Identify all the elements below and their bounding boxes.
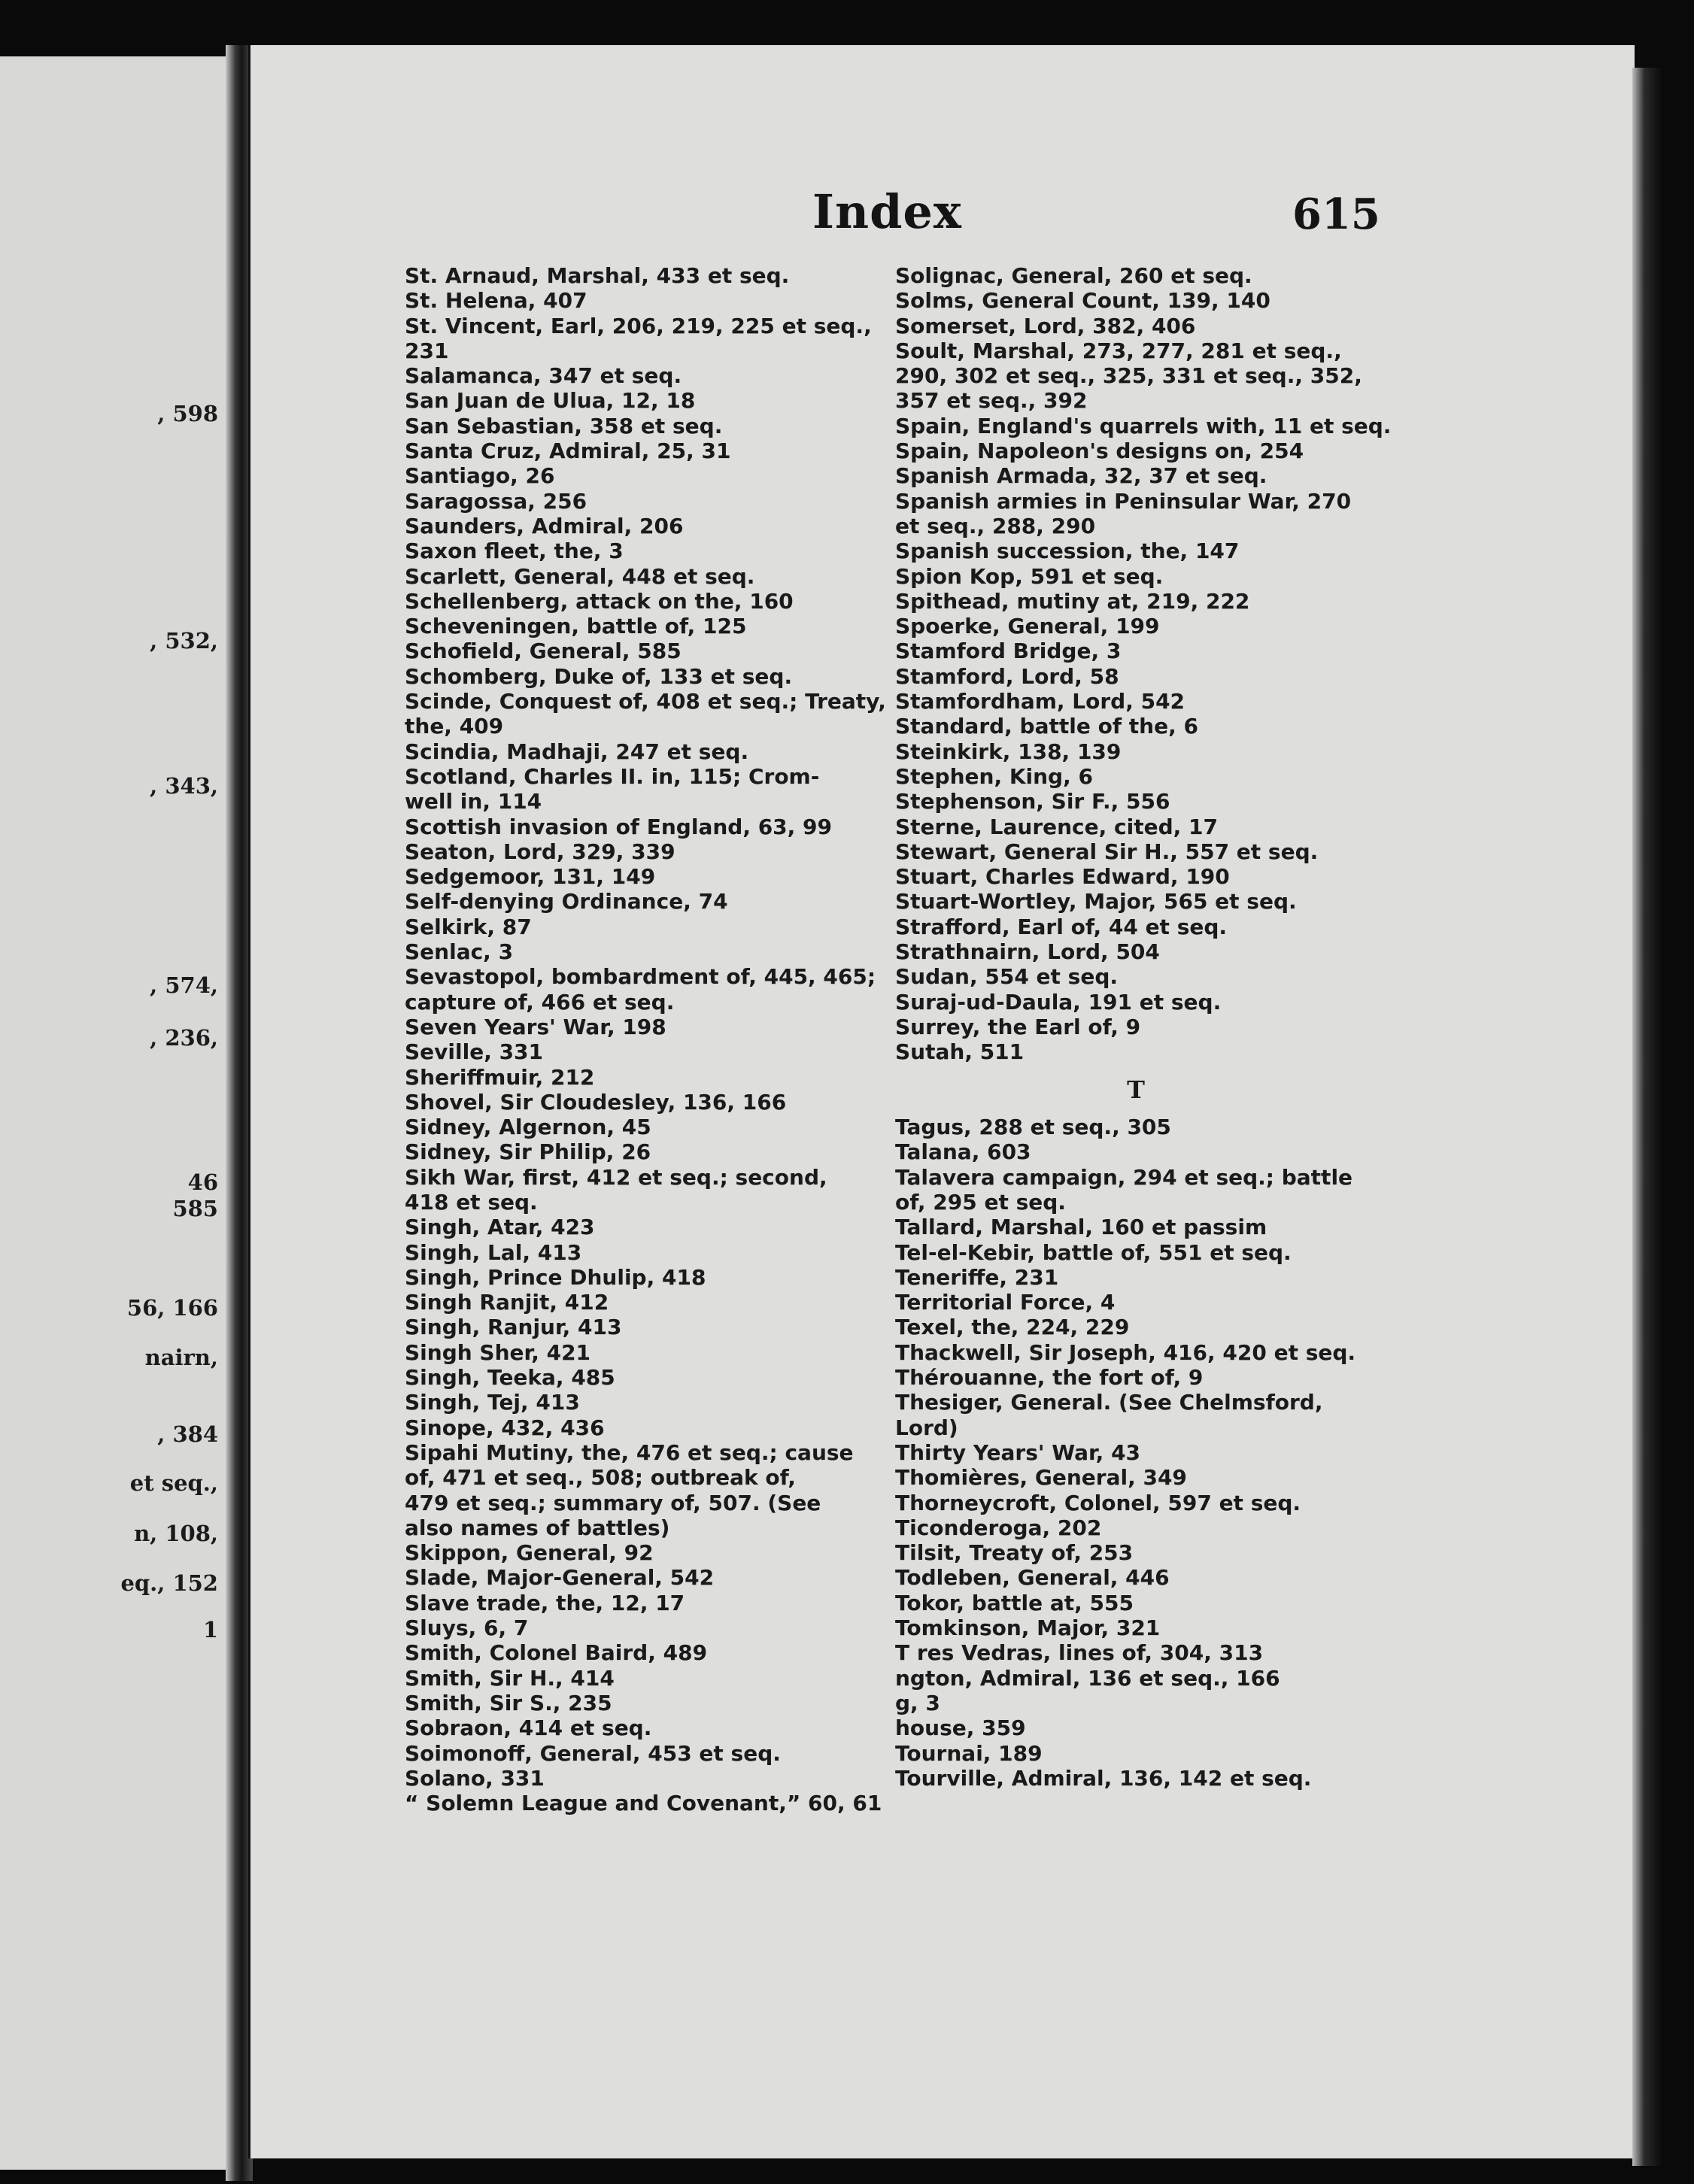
index-entry-line: Salamanca, 347 et seq. <box>405 363 682 389</box>
index-entry-line: well in, 114 <box>405 789 542 814</box>
index-entry <box>405 489 879 514</box>
index-entry <box>895 314 1377 338</box>
index-entry-line: Seven Years' War, 198 <box>405 1014 666 1039</box>
index-entry-line: Seaton, Lord, 329, 339 <box>405 839 675 864</box>
index-entry-line: Saunders, Admiral, 206 <box>405 513 684 538</box>
index-entry-line: Spain, Napoleon's designs on, 254 <box>895 438 1304 464</box>
index-entry <box>405 739 879 764</box>
index-entry-line: Sinope, 432, 436 <box>405 1415 605 1440</box>
index-entry <box>405 939 879 964</box>
index-entry-line: Thackwell, Sir Joseph, 416, 420 et seq. <box>895 1339 1356 1365</box>
index-entry-line: Scheveningen, battle of, 125 <box>405 614 747 639</box>
index-entry <box>895 288 1377 313</box>
index-entry-line: Strathnairn, Lord, 504 <box>895 939 1160 965</box>
index-entry-line: Spanish succession, the, 147 <box>895 538 1240 564</box>
index-entry <box>405 664 879 689</box>
index-entry <box>895 1691 1377 1715</box>
index-entry <box>405 964 879 1015</box>
index-entry <box>405 1791 882 1816</box>
index-entry <box>405 1565 879 1590</box>
index-entry <box>405 889 879 914</box>
index-section-s <box>895 263 1392 1065</box>
index-entry <box>405 589 879 614</box>
left-page-fragment: , 598 <box>157 401 218 426</box>
index-entry <box>895 664 1377 689</box>
index-entry-line: Singh, Teeka, 485 <box>405 1365 615 1391</box>
index-entry <box>895 1515 1377 1540</box>
page-title: Index <box>812 184 962 239</box>
index-entry-line: Tel-el-Kebir, battle of, 551 et seq. <box>895 1239 1292 1265</box>
index-entry-line: Spoerke, General, 199 <box>895 614 1160 639</box>
index-entry <box>405 1440 879 1540</box>
index-entry <box>895 338 1377 414</box>
left-page-fragment: , 384 <box>157 1421 218 1447</box>
index-entry-line: Tagus, 288 et seq., 305 <box>895 1115 1171 1140</box>
index-entry-line: Slave trade, the, 12, 17 <box>405 1590 685 1615</box>
index-entry-line: Santiago, 26 <box>405 463 555 489</box>
index-entry-line: Stuart-Wortley, Major, 565 et seq. <box>895 889 1297 915</box>
index-entry <box>895 564 1377 589</box>
index-entry-line: Soult, Marshal, 273, 277, 281 et seq., <box>895 338 1342 363</box>
index-entry-line: Texel, the, 224, 229 <box>895 1315 1130 1340</box>
index-entry-line: also names of battles) <box>405 1515 670 1540</box>
index-entry-line: Singh, Prince Dhulip, 418 <box>405 1264 706 1290</box>
index-entry-line: Singh, Tej, 413 <box>405 1390 580 1415</box>
left-page-fragment: 1 <box>202 1617 218 1643</box>
index-entry <box>895 864 1377 889</box>
index-entry-line: Tourville, Admiral, 136, 142 et seq. <box>895 1765 1312 1791</box>
index-entry-line: Schomberg, Duke of, 133 et seq. <box>405 663 793 689</box>
index-entry-line: Scinde, Conquest of, 408 et seq.; Treaty, <box>405 689 886 714</box>
index-entry <box>895 1139 1377 1164</box>
index-entry-line: Skippon, General, 92 <box>405 1540 654 1566</box>
index-entry-line: Spithead, mutiny at, 219, 222 <box>895 588 1250 614</box>
index-entry-line: Slade, Major-General, 542 <box>405 1565 715 1591</box>
index-entry <box>405 288 879 313</box>
index-entry-line: Spanish Armada, 32, 37 et seq. <box>895 463 1267 489</box>
index-entry <box>405 1741 879 1766</box>
index-entry-line: Thirty Years' War, 43 <box>895 1439 1141 1465</box>
index-entry <box>405 814 879 839</box>
index-entry-line: Santa Cruz, Admiral, 25, 31 <box>405 438 731 464</box>
index-entry <box>405 1090 879 1115</box>
index-entry <box>895 714 1377 739</box>
index-entry-line: Somerset, Lord, 382, 406 <box>895 313 1196 338</box>
index-entry <box>895 1039 1377 1064</box>
left-page-fragment: et seq., <box>129 1470 218 1496</box>
index-entry-line: Talana, 603 <box>895 1139 1031 1165</box>
index-entry <box>895 964 1377 989</box>
index-entry-line: Schofield, General, 585 <box>405 639 682 664</box>
index-entry <box>405 1591 879 1615</box>
index-entry-line: g, 3 <box>895 1690 940 1715</box>
index-entry <box>895 939 1377 964</box>
index-entry <box>895 1290 1377 1315</box>
index-entry-line: Stamford, Lord, 58 <box>895 663 1119 689</box>
index-entry <box>895 1240 1377 1265</box>
index-entry <box>895 538 1377 563</box>
index-entry <box>405 764 879 814</box>
index-entry <box>405 1315 879 1339</box>
index-entry-line: Selkirk, 87 <box>405 914 532 939</box>
index-entry-line: Strafford, Earl of, 44 et seq. <box>895 914 1228 939</box>
index-entry-line: Stuart, Charles Edward, 190 <box>895 864 1230 890</box>
index-entry-line: Singh Ranjit, 412 <box>405 1290 609 1315</box>
index-entry-line: Spanish armies in Peninsular War, 270 <box>895 488 1352 514</box>
index-entry-line: Thérouanne, the fort of, 9 <box>895 1365 1204 1391</box>
index-entry-line: Tomkinson, Major, 321 <box>895 1615 1161 1641</box>
index-entry <box>405 314 879 364</box>
index-entry-line: Singh Sher, 421 <box>405 1339 591 1365</box>
index-entry <box>405 1640 879 1665</box>
index-entry-line: Spain, England's quarrels with, 11 et seq. <box>895 413 1392 438</box>
index-entry <box>405 1715 879 1740</box>
index-entry <box>405 1691 879 1715</box>
index-entry <box>405 1415 879 1440</box>
index-entry <box>405 864 879 889</box>
index-entry <box>405 639 879 663</box>
index-entry-line: ngton, Admiral, 136 et seq., 166 <box>895 1665 1280 1691</box>
index-entry <box>895 689 1377 714</box>
index-entry <box>895 639 1377 663</box>
index-entry-line: house, 359 <box>895 1715 1026 1741</box>
index-entry-line: Sidney, Algernon, 45 <box>405 1115 651 1140</box>
index-entry-line: Sidney, Sir Philip, 26 <box>405 1139 651 1165</box>
index-entry-line: of, 295 et seq. <box>895 1189 1066 1215</box>
index-entry-line: Ticonderoga, 202 <box>895 1515 1102 1540</box>
index-entry-line: of, 471 et seq., 508; outbreak of, <box>405 1465 796 1491</box>
index-entry <box>895 1766 1377 1791</box>
left-page-fragment: 585 <box>172 1196 218 1221</box>
index-entry-line: Suraj-ud-Daula, 191 et seq. <box>895 989 1222 1015</box>
index-entry <box>895 413 1392 438</box>
index-entry <box>405 1139 879 1164</box>
left-page-fragment: , 343, <box>150 773 218 799</box>
index-entry <box>405 414 879 438</box>
index-entry-line: Stephenson, Sir F., 556 <box>895 789 1170 814</box>
index-entry-line: Sedgemoor, 131, 149 <box>405 864 656 890</box>
index-entry-line: Solignac, General, 260 et seq. <box>895 263 1252 288</box>
index-entry <box>895 263 1377 288</box>
index-entry-line: Scindia, Madhaji, 247 et seq. <box>405 739 749 764</box>
index-entry-line: Tallard, Marshal, 160 et passim <box>895 1215 1267 1240</box>
index-entry <box>895 463 1377 488</box>
index-entry-line: Thorneycroft, Colonel, 597 et seq. <box>895 1490 1301 1515</box>
index-entry <box>405 564 879 589</box>
index-entry-line: Stamford Bridge, 3 <box>895 639 1122 664</box>
index-entry-line: 290, 302 et seq., 325, 331 et seq., 352, <box>895 363 1362 389</box>
index-entry <box>405 1540 879 1565</box>
index-entry <box>895 1591 1377 1615</box>
index-entry <box>895 1115 1377 1139</box>
index-entry <box>405 463 879 488</box>
index-entry <box>405 1165 879 1215</box>
index-entry-line: Seville, 331 <box>405 1039 544 1065</box>
index-entry-line: St. Vincent, Earl, 206, 219, 225 et seq., <box>405 313 872 338</box>
left-page-fragment: n, 108, <box>134 1521 218 1546</box>
index-entry <box>405 614 879 639</box>
index-entry <box>895 814 1377 839</box>
index-entry-line: Sheriffmuir, 212 <box>405 1064 595 1090</box>
index-entry-line: Thesiger, General. (See Chelmsford, <box>895 1390 1323 1415</box>
index-entry-line: 231 <box>405 338 449 363</box>
index-entry <box>895 764 1377 789</box>
index-entry-line: Sluys, 6, 7 <box>405 1615 529 1641</box>
index-entry-line: Sobraon, 414 et seq. <box>405 1715 652 1741</box>
index-entry <box>405 1390 879 1415</box>
index-entry <box>895 889 1377 914</box>
index-section-t <box>895 1115 1377 1791</box>
index-entry <box>405 1065 879 1090</box>
index-entry <box>405 689 886 739</box>
index-entry <box>405 1240 879 1265</box>
index-entry-line: Scottish invasion of England, 63, 99 <box>405 814 833 839</box>
index-entry <box>895 1390 1377 1440</box>
index-entry <box>895 1615 1377 1640</box>
index-entry <box>895 839 1377 864</box>
index-entry-line: Shovel, Sir Cloudesley, 136, 166 <box>405 1089 787 1115</box>
index-entry-line: capture of, 466 et seq. <box>405 989 675 1015</box>
index-entry <box>895 1465 1377 1490</box>
index-entry <box>895 489 1377 539</box>
index-entry <box>895 1565 1377 1590</box>
page-edge-shadow <box>1632 68 1662 2166</box>
index-entry-line: Tilsit, Treaty of, 253 <box>895 1540 1134 1566</box>
index-entry-line: Territorial Force, 4 <box>895 1290 1116 1315</box>
index-entry <box>895 1715 1377 1740</box>
index-entry-line: Tokor, battle at, 555 <box>895 1590 1134 1615</box>
index-entry-line: Singh, Ranjur, 413 <box>405 1315 622 1340</box>
index-entry-line: Saragossa, 256 <box>405 488 587 514</box>
index-column-right <box>895 263 1392 1791</box>
index-entry-line: Schellenberg, attack on the, 160 <box>405 588 794 614</box>
index-entry-line: the, 409 <box>405 714 504 739</box>
index-entry-line: Teneriffe, 231 <box>895 1264 1059 1290</box>
index-entry <box>895 1215 1377 1239</box>
letter-heading: T <box>1127 1075 1145 1104</box>
index-entry-line: Tournai, 189 <box>895 1740 1043 1766</box>
index-entry <box>895 1365 1377 1390</box>
index-entry-line: Talavera campaign, 294 et seq.; battle <box>895 1164 1353 1190</box>
index-entry-line: T res Vedras, lines of, 304, 313 <box>895 1640 1264 1666</box>
index-entry-line: “ Solemn League and Covenant,” 60, 61 <box>405 1791 882 1816</box>
index-entry <box>895 1540 1377 1565</box>
index-entry <box>895 990 1377 1015</box>
index-entry-line: Singh, Lal, 413 <box>405 1239 582 1265</box>
index-entry-line: Steinkirk, 138, 139 <box>895 739 1122 764</box>
left-page-fragment: , 532, <box>150 628 218 654</box>
index-entry <box>405 1215 879 1239</box>
index-entry-line: Stewart, General Sir H., 557 et seq. <box>895 839 1319 864</box>
index-entry-line: Smith, Sir H., 414 <box>405 1665 615 1691</box>
index-entry <box>405 263 879 288</box>
index-entry <box>405 388 879 413</box>
index-entry-line: Thomières, General, 349 <box>895 1465 1187 1491</box>
index-entry <box>405 1766 879 1791</box>
index-entry <box>405 1015 879 1039</box>
left-page <box>0 56 226 2170</box>
left-page-fragment: 56, 166 <box>126 1295 218 1321</box>
index-entry <box>405 538 879 563</box>
index-entry-line: Lord) <box>895 1415 958 1440</box>
index-entry-line: St. Helena, 407 <box>405 288 587 314</box>
index-entry <box>405 438 879 463</box>
index-entry <box>895 1640 1377 1665</box>
index-entry-line: Todleben, General, 446 <box>895 1565 1170 1591</box>
index-entry-line: Stamfordham, Lord, 542 <box>895 689 1185 714</box>
index-entry <box>895 1340 1377 1365</box>
index-entry <box>405 1115 879 1139</box>
index-entry-line: Saxon fleet, the, 3 <box>405 538 624 564</box>
index-entry <box>405 915 879 939</box>
index-entry <box>405 1615 879 1640</box>
index-entry <box>895 1666 1377 1691</box>
index-entry-line: et seq., 288, 290 <box>895 513 1096 538</box>
index-entry <box>895 438 1377 463</box>
index-entry-line: Solms, General Count, 139, 140 <box>895 288 1270 314</box>
index-entry <box>895 1741 1377 1766</box>
index-entry <box>405 1365 879 1390</box>
index-entry-line: Stephen, King, 6 <box>895 763 1093 789</box>
left-page-fragment: , 574, <box>150 972 218 998</box>
index-entry-line: 357 et seq., 392 <box>895 388 1088 414</box>
index-entry-line: Sterne, Laurence, cited, 17 <box>895 814 1218 839</box>
index-entry-line: Smith, Sir S., 235 <box>405 1690 612 1715</box>
index-entry-line: 479 et seq.; summary of, 507. (See <box>405 1490 821 1515</box>
index-column-left <box>405 263 886 1816</box>
index-entry-line: Smith, Colonel Baird, 489 <box>405 1640 708 1666</box>
index-entry-line: San Sebastian, 358 et seq. <box>405 413 723 438</box>
index-entry-line: Sutah, 511 <box>895 1039 1025 1065</box>
index-entry-line: Sikh War, first, 412 et seq.; second, <box>405 1164 827 1190</box>
index-entry-line: St. Arnaud, Marshal, 433 et seq. <box>405 263 790 288</box>
index-entry <box>405 363 879 388</box>
index-entry <box>405 839 879 864</box>
index-entry <box>895 1015 1377 1039</box>
index-entry-line: 418 et seq. <box>405 1189 538 1215</box>
page-number: 615 <box>1292 190 1380 239</box>
index-entry-line: Sevastopol, bombardment of, 445, 465; <box>405 964 876 990</box>
index-entry-line: Spion Kop, 591 et seq. <box>895 563 1164 589</box>
index-entry-line: Scotland, Charles II. in, 115; Crom- <box>405 763 820 789</box>
index-entry-line: Surrey, the Earl of, 9 <box>895 1014 1141 1039</box>
index-entry <box>895 789 1377 814</box>
index-entry <box>405 514 879 538</box>
left-page-fragment: 46 <box>187 1169 218 1195</box>
index-entry-line: San Juan de Ulua, 12, 18 <box>405 388 696 414</box>
index-entry <box>895 589 1377 614</box>
index-entry-line: Self-denying Ordinance, 74 <box>405 889 728 915</box>
index-entry-line: Singh, Atar, 423 <box>405 1215 595 1240</box>
index-entry <box>895 915 1377 939</box>
index-entry <box>895 1265 1377 1290</box>
index-entry <box>405 1666 879 1691</box>
index-entry <box>405 1340 879 1365</box>
index-entry <box>895 614 1377 639</box>
index-entry <box>895 1491 1377 1515</box>
index-entry-line: Sudan, 554 et seq. <box>895 964 1119 990</box>
index-entry <box>405 1265 879 1290</box>
index-entry-line: Scarlett, General, 448 et seq. <box>405 563 755 589</box>
index-entry <box>895 739 1377 764</box>
index-entry-line: Senlac, 3 <box>405 939 514 965</box>
index-entry <box>405 1290 879 1315</box>
index-entry <box>895 1165 1377 1215</box>
index-entry-line: Sipahi Mutiny, the, 476 et seq.; cause <box>405 1439 854 1465</box>
left-page-fragment: , 236, <box>150 1025 218 1051</box>
index-entry <box>895 1315 1377 1339</box>
left-page-fragment: eq., 152 <box>120 1570 218 1596</box>
index-entry-line: Solano, 331 <box>405 1765 545 1791</box>
left-page-fragment: nairn, <box>144 1345 218 1370</box>
index-entry-line: Soimonoff, General, 453 et seq. <box>405 1740 781 1766</box>
index-entry-line: Standard, battle of the, 6 <box>895 714 1198 739</box>
index-entry <box>895 1440 1377 1465</box>
index-entry <box>405 1039 879 1064</box>
